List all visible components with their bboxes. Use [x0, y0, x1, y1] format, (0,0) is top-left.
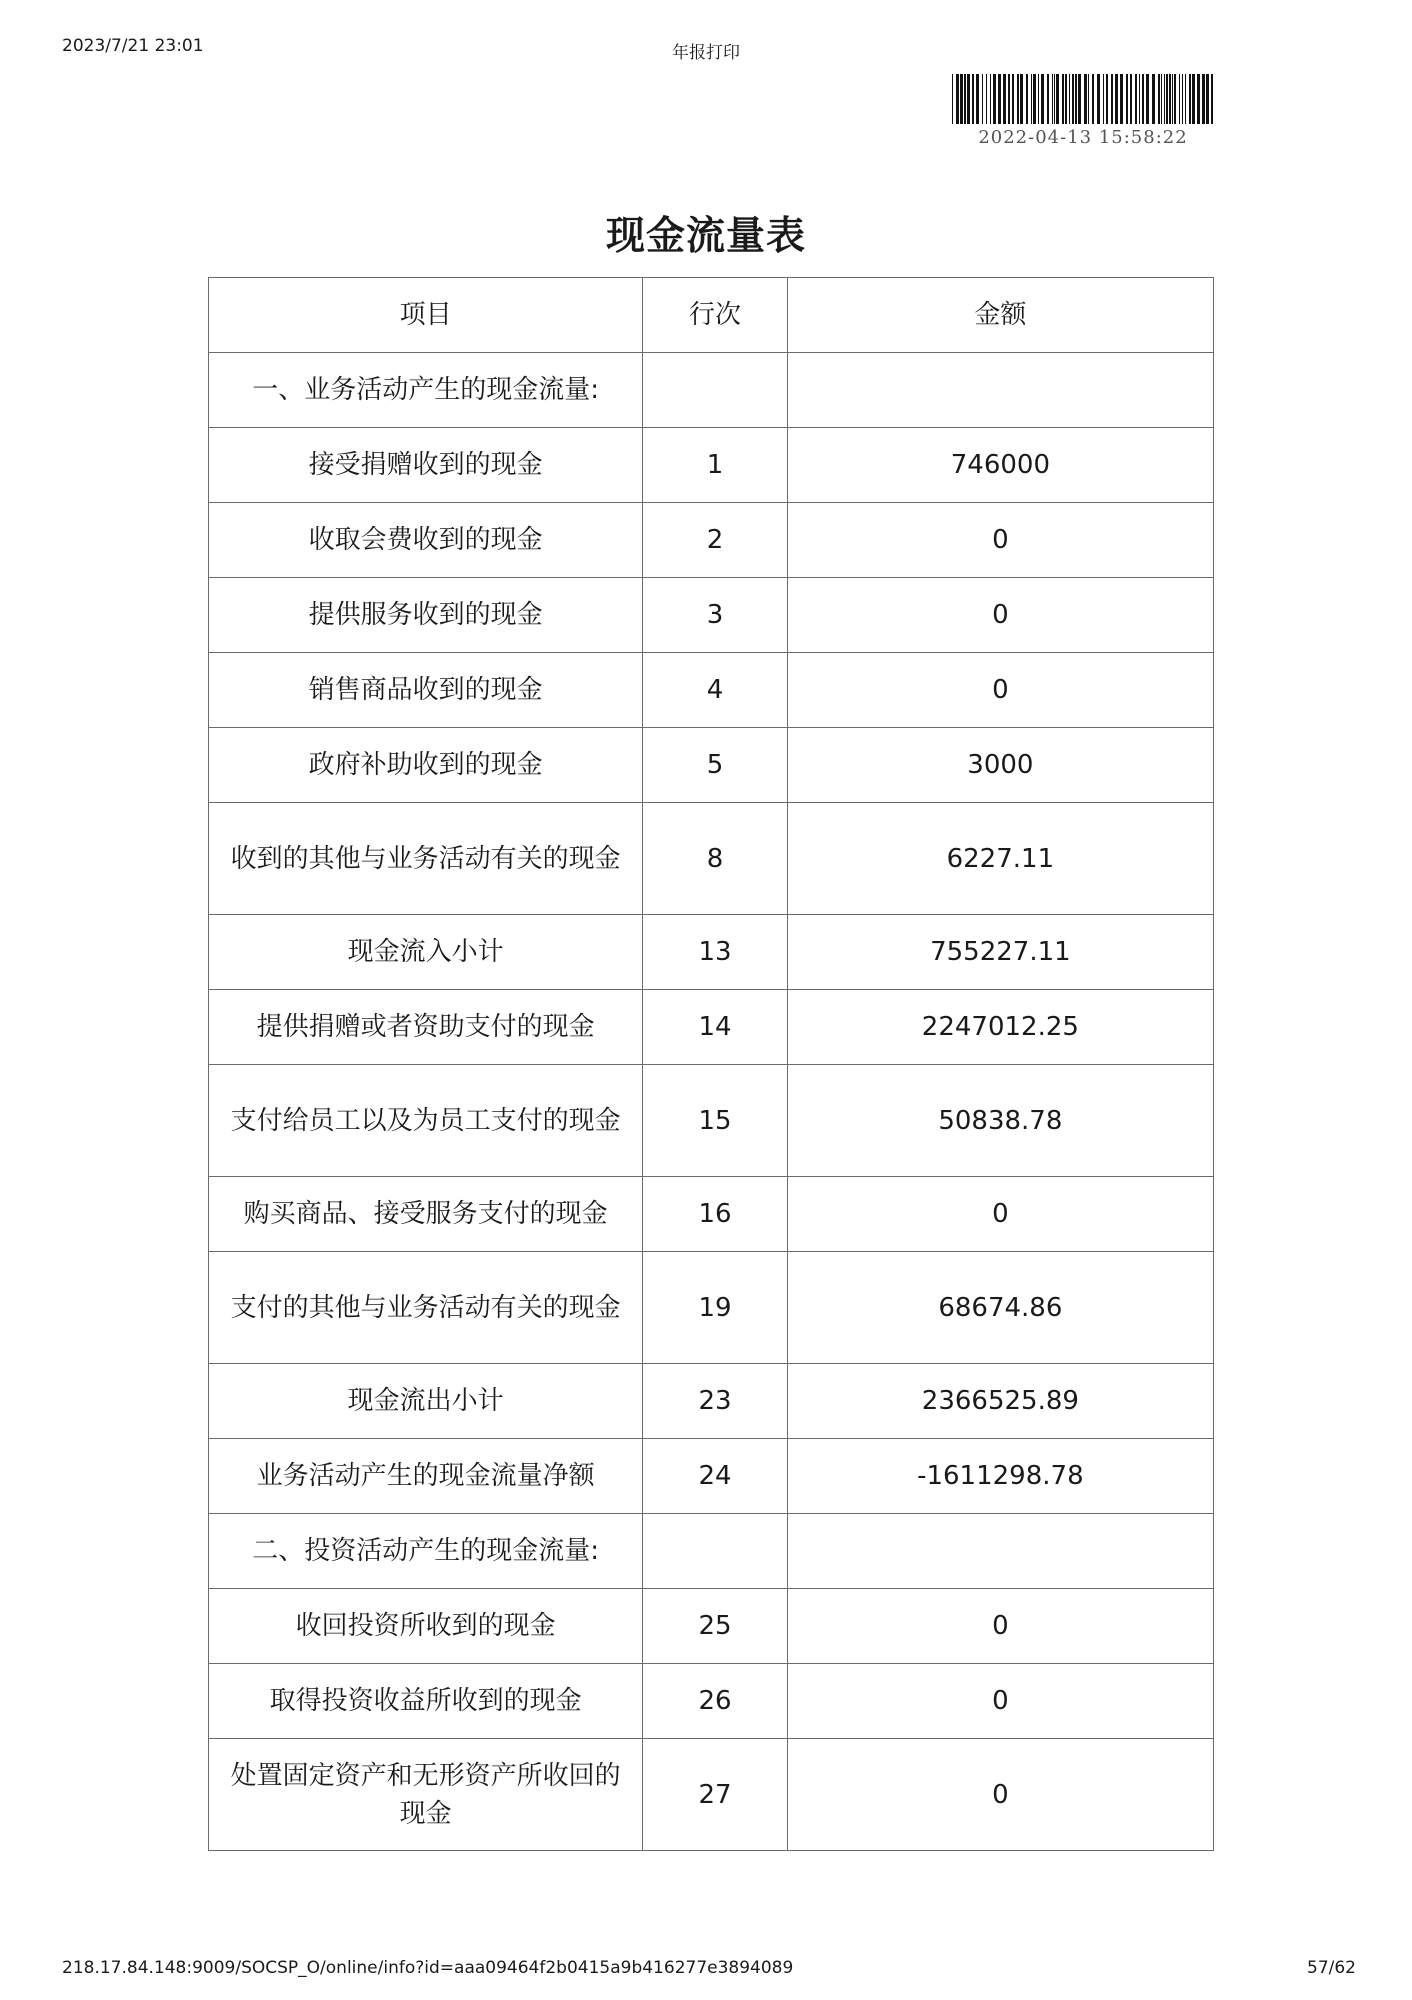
table-row [209, 1664, 1214, 1739]
cell-amount: 0 [787, 503, 1213, 578]
barcode-bar [956, 74, 959, 124]
barcode-bar [1126, 74, 1128, 124]
barcode-bar [1084, 74, 1087, 124]
barcode-bar [1174, 74, 1176, 124]
cell-item: 支付的其他与业务活动有关的现金 [209, 1252, 643, 1364]
barcode-bar [1169, 74, 1171, 124]
table-row [209, 803, 1214, 915]
barcode-bar [1041, 74, 1044, 124]
table-row [209, 1065, 1214, 1177]
barcode-bar [1017, 74, 1019, 124]
barcode-bar [1072, 74, 1074, 124]
table-row [209, 653, 1214, 728]
table-row [209, 728, 1214, 803]
cell-amount: 50838.78 [787, 1065, 1213, 1177]
barcode-bar [1202, 74, 1205, 124]
barcode-bar [1189, 74, 1191, 124]
barcode-bar [1111, 74, 1113, 124]
table-row [209, 503, 1214, 578]
barcode-bar [1008, 74, 1010, 124]
barcode-bar [1166, 74, 1168, 124]
barcode-bar [1065, 74, 1067, 124]
cell-line-no: 3 [643, 578, 787, 653]
cell-line-no: 5 [643, 728, 787, 803]
cell-item: 处置固定资产和无形资产所收回的现金 [209, 1739, 643, 1851]
cell-line-no: 1 [643, 428, 787, 503]
cell-item: 收取会费收到的现金 [209, 503, 643, 578]
barcode-bar [1097, 74, 1100, 124]
header-item: 项目 [209, 278, 643, 353]
cell-amount: 746000 [787, 428, 1213, 503]
barcode-bar [967, 74, 970, 124]
page-url: 218.17.84.148:9009/SOCSP_O/online/info?id=aaa09464f2b0415a9b416277e3894089 [62, 1958, 794, 1978]
barcode-bar [1179, 74, 1180, 124]
barcode-bar [976, 74, 979, 124]
barcode-bar [1139, 74, 1140, 124]
cell-item: 销售商品收到的现金 [209, 653, 643, 728]
cell-amount: 0 [787, 653, 1213, 728]
table-row [209, 428, 1214, 503]
cell-line-no: 2 [643, 503, 787, 578]
cell-item: 收到的其他与业务活动有关的现金 [209, 803, 643, 915]
barcode-bar [1182, 74, 1183, 124]
cell-amount: 2366525.89 [787, 1364, 1213, 1439]
barcode-bar [1172, 74, 1173, 124]
barcode-bar [1135, 74, 1137, 124]
barcode-bar [952, 74, 953, 124]
barcode-bar [990, 74, 991, 124]
header-line-no: 行次 [643, 278, 787, 353]
barcode-bar [1047, 74, 1049, 124]
cell-amount: 0 [787, 1739, 1213, 1851]
table-row [209, 990, 1214, 1065]
barcode-bar [1052, 74, 1053, 124]
cash-flow-table [208, 277, 1214, 1851]
print-title: 年报打印 [672, 43, 740, 63]
barcode-bar [1206, 74, 1209, 124]
header-amount: 金额 [787, 278, 1213, 353]
barcode-bar [1038, 74, 1039, 124]
barcode-bar [1103, 74, 1104, 124]
section-row [209, 353, 1214, 428]
barcode-bar [1161, 74, 1162, 124]
cell-amount: 0 [787, 1177, 1213, 1252]
cell-item: 现金流出小计 [209, 1364, 643, 1439]
cell-item: 收回投资所收到的现金 [209, 1589, 643, 1664]
cell-line-no: 23 [643, 1364, 787, 1439]
cell-line-no: 27 [643, 1739, 787, 1851]
table-row [209, 1589, 1214, 1664]
cell-line-no [643, 353, 787, 428]
barcode-bar [1078, 74, 1081, 124]
barcode-bar [1033, 74, 1036, 124]
cell-amount: 755227.11 [787, 915, 1213, 990]
cell-item: 接受捐赠收到的现金 [209, 428, 643, 503]
cell-line-no: 4 [643, 653, 787, 728]
barcode-bar [1115, 74, 1118, 124]
barcode-bar [960, 74, 963, 124]
barcode-bar [993, 74, 996, 124]
barcode-bar [1185, 74, 1186, 124]
barcode-bar [1020, 74, 1023, 124]
cell-item: 支付给员工以及为员工支付的现金 [209, 1065, 643, 1177]
cell-amount [787, 353, 1213, 428]
barcode-bar [1062, 74, 1064, 124]
barcode-bar [1088, 74, 1089, 124]
table-row [209, 1252, 1214, 1364]
table-row [209, 578, 1214, 653]
cell-line-no [643, 1514, 787, 1589]
barcode-bar [1012, 74, 1014, 124]
barcode-bar [1056, 74, 1059, 124]
barcode-bar [1197, 74, 1200, 124]
cell-amount: 2247012.25 [787, 990, 1213, 1065]
cell-item: 业务活动产生的现金流量净额 [209, 1439, 643, 1514]
barcode-bar [986, 74, 987, 124]
cell-amount: 0 [787, 578, 1213, 653]
barcode-bar [1152, 74, 1155, 124]
cell-amount: 0 [787, 1589, 1213, 1664]
barcode-bar [1026, 74, 1028, 124]
cell-item: 取得投资收益所收到的现金 [209, 1664, 643, 1739]
cell-item: 二、投资活动产生的现金流量: [209, 1514, 643, 1589]
cell-item: 提供捐赠或者资助支付的现金 [209, 990, 643, 1065]
barcode-image [952, 74, 1214, 124]
cell-line-no: 24 [643, 1439, 787, 1514]
barcode-bar [1031, 74, 1032, 124]
barcode-bar [1130, 74, 1132, 124]
table-row [209, 1364, 1214, 1439]
cell-amount: 3000 [787, 728, 1213, 803]
cell-line-no: 15 [643, 1065, 787, 1177]
cell-amount: 68674.86 [787, 1252, 1213, 1364]
barcode-timestamp: 2022-04-13 15:58:22 [978, 127, 1188, 148]
cell-line-no: 19 [643, 1252, 787, 1364]
cell-item: 政府补助收到的现金 [209, 728, 643, 803]
barcode-bar [1146, 74, 1149, 124]
barcode-bar [1164, 74, 1165, 124]
table-row [209, 1177, 1214, 1252]
barcode-bar [1211, 74, 1213, 124]
cell-line-no: 16 [643, 1177, 787, 1252]
cell-line-no: 25 [643, 1589, 787, 1664]
cell-item: 一、业务活动产生的现金流量: [209, 353, 643, 428]
print-datetime: 2023/7/21 23:01 [62, 36, 204, 56]
cell-line-no: 26 [643, 1664, 787, 1739]
barcode-bar [1120, 74, 1123, 124]
cell-item: 提供服务收到的现金 [209, 578, 643, 653]
table-row [209, 1439, 1214, 1514]
barcode-bar [1069, 74, 1070, 124]
cell-line-no: 14 [643, 990, 787, 1065]
barcode-bar [982, 74, 983, 124]
cell-amount: 0 [787, 1664, 1213, 1739]
cell-amount: 6227.11 [787, 803, 1213, 915]
barcode-bar [1106, 74, 1108, 124]
table-row [209, 915, 1214, 990]
barcode-bar [972, 74, 974, 124]
barcode-bar [964, 74, 966, 124]
section-row [209, 1514, 1214, 1589]
table-header-row [209, 278, 1214, 353]
barcode-bar [1054, 74, 1055, 124]
barcode-bar [1092, 74, 1094, 124]
document-title: 现金流量表 [605, 214, 806, 259]
cell-amount [787, 1514, 1213, 1589]
barcode-bar [1142, 74, 1144, 124]
cell-item: 现金流入小计 [209, 915, 643, 990]
page-number: 57/62 [1307, 1958, 1356, 1978]
barcode-bar [1075, 74, 1077, 124]
cell-amount: -1611298.78 [787, 1439, 1213, 1514]
cell-line-no: 8 [643, 803, 787, 915]
barcode-bar [998, 74, 1001, 124]
barcode-bar [1003, 74, 1006, 124]
barcode-bar [1192, 74, 1195, 124]
cell-line-no: 13 [643, 915, 787, 990]
cell-item: 购买商品、接受服务支付的现金 [209, 1177, 643, 1252]
table-row [209, 1739, 1214, 1851]
barcode-bar [1158, 74, 1160, 124]
